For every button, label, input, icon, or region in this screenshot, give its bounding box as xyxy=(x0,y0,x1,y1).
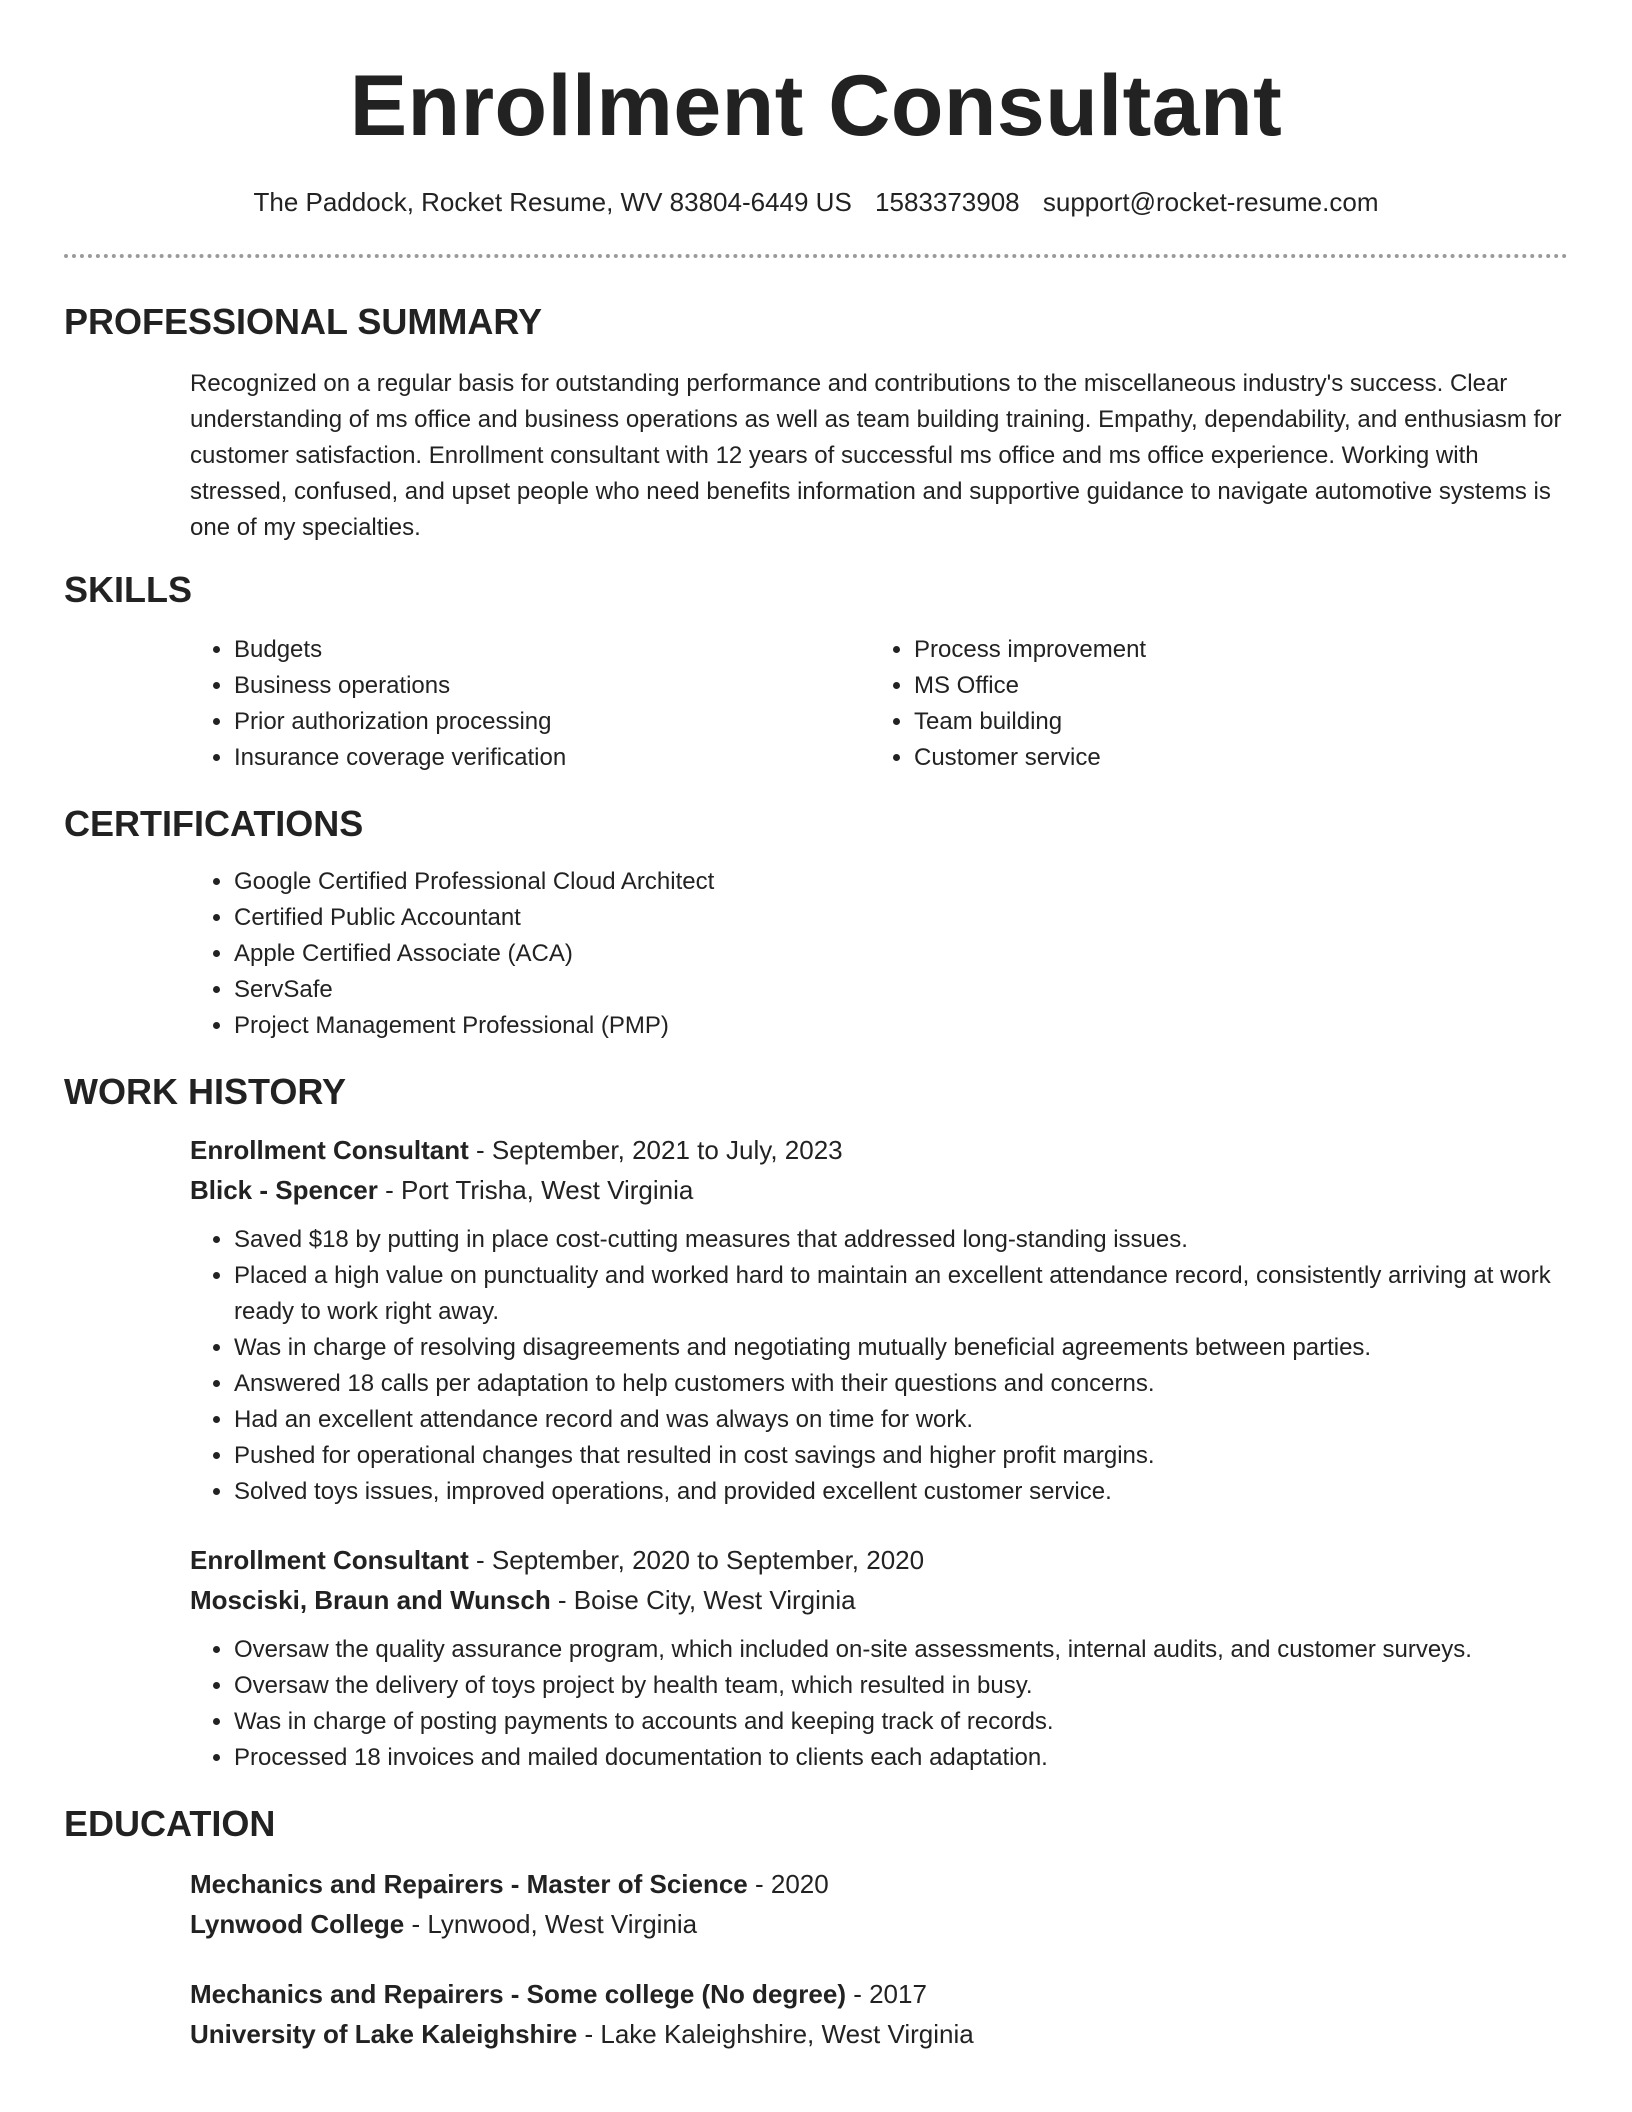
education-year: - 2017 xyxy=(845,1979,927,2009)
job-location: - Boise City, West Virginia xyxy=(550,1585,856,1615)
job-bullet: • Was in charge of resolving disagreements and negotiating mutually beneficial agreements between parties. xyxy=(234,1330,1568,1366)
contact-line xyxy=(64,186,1568,218)
job-bullet: • Placed a high value on punctuality and worked hard to maintain an excellent attendance record, consistently arriving at work ready to work right away. xyxy=(234,1258,1568,1330)
education-school: Lynwood College xyxy=(190,1909,405,1939)
job-bullet: • Oversaw the delivery of toys project by health team, which resulted in busy. xyxy=(234,1668,1568,1704)
job-entry xyxy=(190,1540,1568,1776)
skills-column-right xyxy=(870,632,1550,776)
job-dates: - September, 2021 to July, 2023 xyxy=(468,1135,843,1165)
summary-text: Recognized on a regular basis for outstanding performance and contributions to the miscellaneous industry's success. Clear understanding of ms office and business operations as well as team building training. Empathy, dependability, and enthusiasm for customer satisfaction. Enrollment consultant with 12 years of successful ms office and ms office experience. Working with stressed, confused, and upset people who need benefits information and supportive guidance to navigate automotive systems is one of my specialties. xyxy=(190,370,1562,541)
education-year: - 2020 xyxy=(747,1869,829,1899)
contact-phone: 1583373908 xyxy=(875,187,1020,217)
skills-title: SKILLS xyxy=(64,569,193,610)
job-bullet: • Pushed for operational changes that resulted in cost savings and higher profit margins. xyxy=(234,1438,1568,1474)
job-company: Mosciski, Braun and Wunsch xyxy=(190,1585,551,1615)
education-entry xyxy=(190,1864,1568,1944)
job-bullet: • Solved toys issues, improved operations, and provided excellent customer service. xyxy=(234,1474,1568,1510)
job-location: - Port Trisha, West Virginia xyxy=(377,1175,694,1205)
education-location: - Lake Kaleighshire, West Virginia xyxy=(577,2019,974,2049)
job-title-line xyxy=(190,1540,1568,1580)
education-location: - Lynwood, West Virginia xyxy=(404,1909,698,1939)
job-bullet: • Saved $18 by putting in place cost-cutting measures that addressed long-standing issues. xyxy=(234,1222,1568,1258)
skill-item: • Insurance coverage verification xyxy=(234,740,870,776)
job-bullet: • Processed 18 invoices and mailed documentation to clients each adaptation. xyxy=(234,1740,1568,1776)
summary-section xyxy=(190,366,1568,546)
job-company-line xyxy=(190,1170,1568,1210)
job-bullet: • Had an excellent attendance record and was always on time for work. xyxy=(234,1402,1568,1438)
job-bullets xyxy=(190,1222,1568,1510)
work-history-title: WORK HISTORY xyxy=(64,1071,347,1112)
education-title: EDUCATION xyxy=(64,1803,276,1844)
certification-item: • Certified Public Accountant xyxy=(234,900,1568,936)
job-company-line xyxy=(190,1580,1568,1620)
skill-item: • Business operations xyxy=(234,668,870,704)
skill-item: • Prior authorization processing xyxy=(234,704,870,740)
job-bullet: • Answered 18 calls per adaptation to help customers with their questions and concerns. xyxy=(234,1366,1568,1402)
education-degree: Mechanics and Repairers - Master of Science xyxy=(190,1869,748,1899)
certifications-title: CERTIFICATIONS xyxy=(64,803,364,844)
certification-item: • ServSafe xyxy=(234,972,1568,1008)
job-bullets xyxy=(190,1632,1568,1776)
skill-item: • MS Office xyxy=(914,668,1550,704)
skill-item: • Budgets xyxy=(234,632,870,668)
certification-item: • Google Certified Professional Cloud Architect xyxy=(234,864,1568,900)
education-degree: Mechanics and Repairers - Some college (No degree) xyxy=(190,1979,846,2009)
work-history-section xyxy=(190,1130,1568,1776)
job-bullet: • Was in charge of posting payments to accounts and keeping track of records. xyxy=(234,1704,1568,1740)
certification-item: • Apple Certified Associate (ACA) xyxy=(234,936,1568,972)
education-degree-line xyxy=(190,1864,1568,1904)
contact-email[interactable]: support@rocket-resume.com xyxy=(1042,187,1379,217)
skill-item: • Team building xyxy=(914,704,1550,740)
job-title-line xyxy=(190,1130,1568,1170)
education-section xyxy=(190,1864,1568,2054)
job-bullet: • Oversaw the quality assurance program, which included on-site assessments, internal audits, and customer surveys. xyxy=(234,1632,1568,1668)
job-role: Enrollment Consultant xyxy=(190,1135,469,1165)
job-role: Enrollment Consultant xyxy=(190,1545,469,1575)
education-school-line xyxy=(190,1904,1568,1944)
certifications-section xyxy=(190,864,1568,1044)
job-entry xyxy=(190,1130,1568,1510)
education-entry xyxy=(190,1974,1568,2054)
job-company: Blick - Spencer xyxy=(190,1175,378,1205)
skills-column-left xyxy=(190,632,870,776)
contact-address: The Paddock, Rocket Resume, WV 83804-6449 US xyxy=(253,187,852,217)
job-dates: - September, 2020 to September, 2020 xyxy=(468,1545,925,1575)
education-school-line xyxy=(190,2014,1568,2054)
education-school: University of Lake Kaleighshire xyxy=(190,2019,578,2049)
resume-name: Enrollment Consultant xyxy=(349,58,1283,154)
education-degree-line xyxy=(190,1974,1568,2014)
header-divider xyxy=(64,254,1568,258)
skills-section xyxy=(190,632,1568,776)
skill-item: • Process improvement xyxy=(914,632,1550,668)
summary-title: PROFESSIONAL SUMMARY xyxy=(64,301,543,342)
certification-item: • Project Management Professional (PMP) xyxy=(234,1008,1568,1044)
skill-item: • Customer service xyxy=(914,740,1550,776)
